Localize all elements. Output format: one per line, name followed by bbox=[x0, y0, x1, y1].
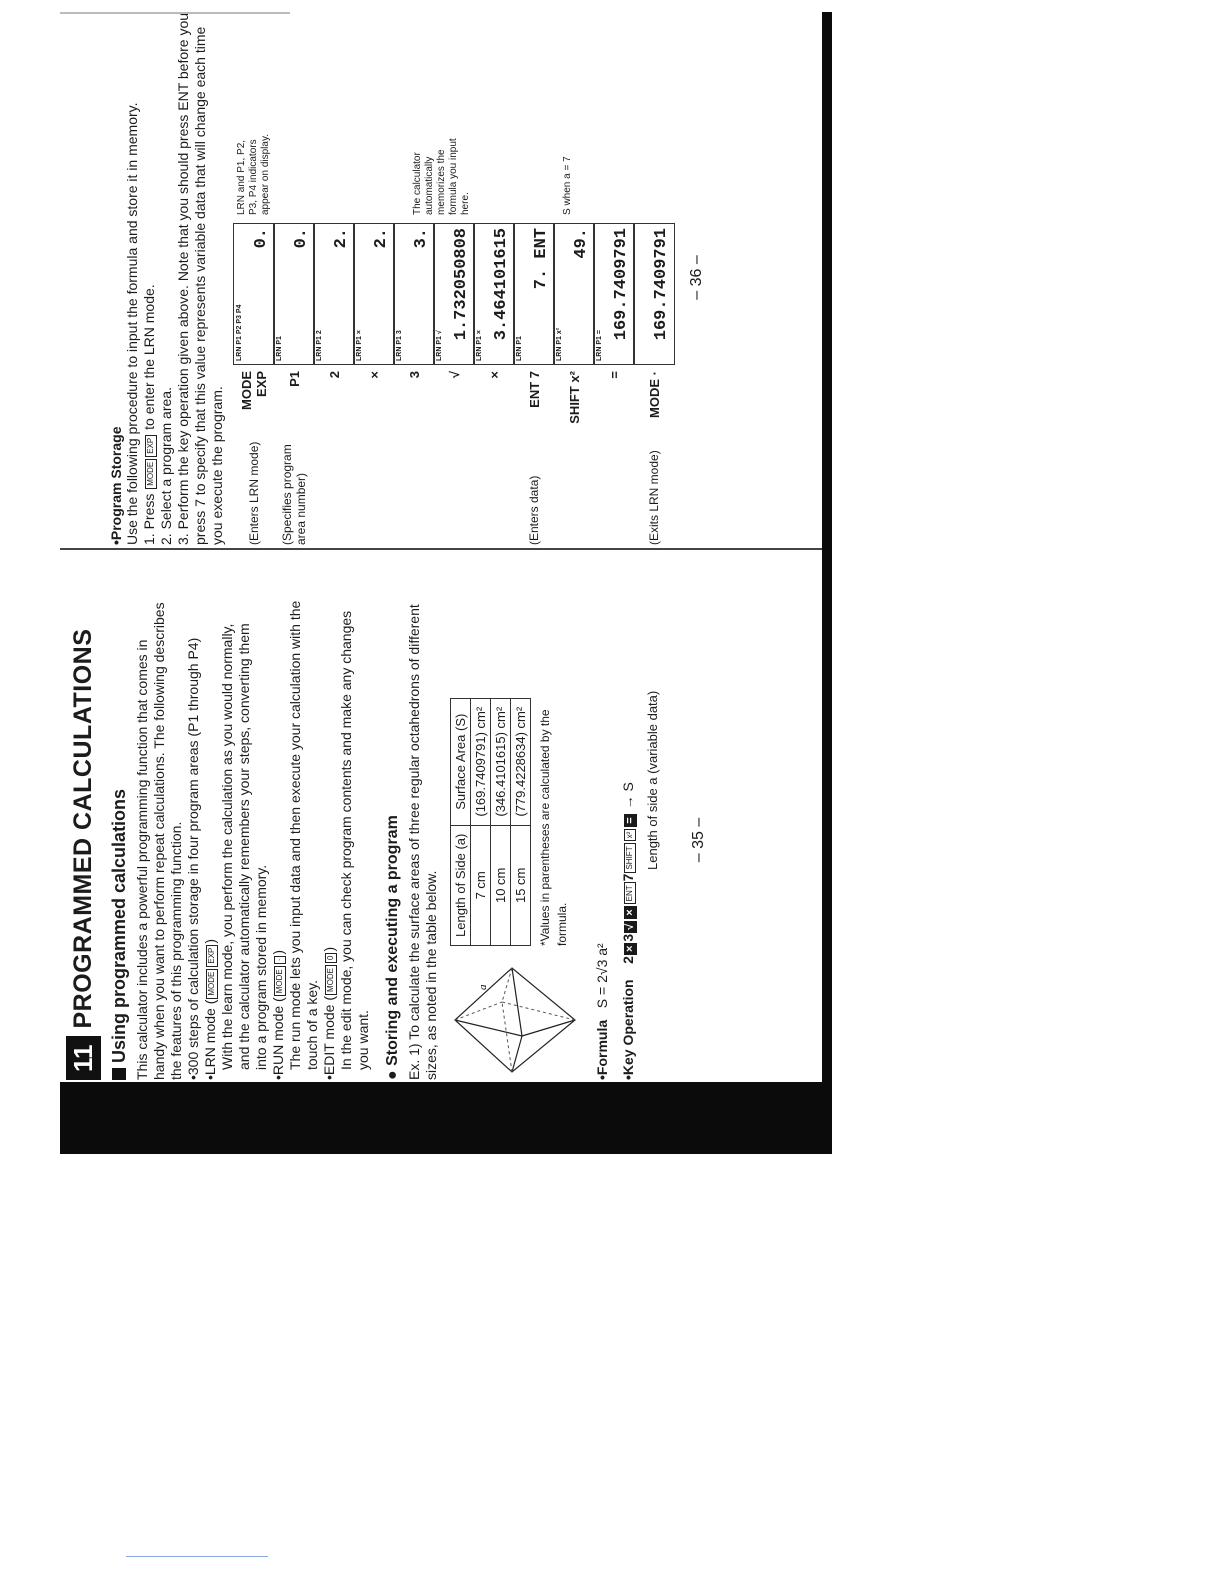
step-2: 2. Select a program area. bbox=[158, 387, 174, 545]
lcd-display: LRN P1 P2 P3 P4 0. bbox=[233, 223, 275, 365]
key-operation-line: •Key Operation 2×3√×ENT7SHIFTx²= → S bbox=[620, 782, 636, 1080]
procedure-row: 2 LRN P1 2 2. bbox=[314, 223, 354, 545]
procedure-area bbox=[234, 10, 674, 545]
lcd-display: LRN P1 3 3. bbox=[393, 223, 435, 365]
program-storage-intro: Use the following procedure to input the formula and store it in memory. bbox=[124, 102, 140, 545]
program-storage-title: •Program Storage bbox=[108, 426, 124, 545]
sizes-table bbox=[450, 698, 531, 946]
lcd-display: LRN P1 x² 49. bbox=[553, 223, 595, 365]
run-mode-label: •RUN mode (MODE·) bbox=[270, 949, 286, 1080]
note-indicators: LRN and P1, P2, P3, P4 indicators appear on display. bbox=[236, 134, 271, 215]
note-memorize: The calculator automatically memorizes the formula you input here. bbox=[412, 138, 471, 215]
page-number-35: – 35 – bbox=[690, 817, 707, 863]
octahedron-figure bbox=[450, 960, 580, 1080]
chapter-number: 11 bbox=[66, 1037, 101, 1081]
scan-shadow-band bbox=[60, 1082, 832, 1154]
formula-line: •Formula S = 2√3 a² bbox=[594, 943, 610, 1080]
table-row: 10 cm (346.4101615) cm² bbox=[491, 698, 511, 945]
page-number-36: – 36 – bbox=[688, 255, 705, 300]
formula: S = 2√3 a² bbox=[594, 943, 610, 1009]
lrn-mode-label: •LRN mode (MODEEXP) bbox=[202, 938, 218, 1080]
sub-title: ● Storing and executing a program bbox=[384, 815, 401, 1080]
lcd-display: 169.7409791 bbox=[633, 223, 675, 365]
step-3: 3. Perform the key operation given above. Note that you should press ENT before you press 7 to specify that this value represents variable data that will change each time you execute the program. bbox=[175, 12, 225, 545]
lcd-display: LRN P1 × 3.464101615 bbox=[473, 223, 515, 365]
intro-paragraph: This calculator includes a powerful programming function that comes in handy when you want to perform repeat calculations. The following describes the features of this programming function. bbox=[134, 602, 184, 1080]
procedure-row: √ LRN P1 √ 1.732050808 bbox=[434, 223, 474, 545]
variable-note: Length of side a (variable data) bbox=[645, 690, 660, 870]
procedure-row: 3 LRN P1 3 3. bbox=[394, 223, 434, 545]
procedure-row: = LRN P1 = 169.7409791 bbox=[594, 223, 634, 545]
procedure-row: (Enters data) ENT 7 LRN P1 7. ENT bbox=[514, 223, 554, 545]
example-text: Ex. 1) To calculate the surface areas of three regular octahedrons of different sizes, as noted in the table below. bbox=[406, 604, 439, 1080]
procedure-rows bbox=[234, 223, 674, 545]
run-mode-desc: The run mode lets you input data and then execute your calculation with the touch of a key. bbox=[287, 600, 320, 1070]
lcd-display: LRN P1 × 2. bbox=[353, 223, 395, 365]
bottom-rule bbox=[126, 1556, 268, 1557]
sizes-table-block bbox=[450, 686, 571, 946]
page-36 bbox=[108, 10, 705, 545]
edit-mode-desc: In the edit mode, you can check program contents and make any changes you want. bbox=[338, 610, 371, 1070]
page-35 bbox=[66, 600, 826, 1080]
section-title: Using programmed calculations bbox=[109, 600, 130, 1080]
procedure-row: × LRN P1 × 2. bbox=[354, 223, 394, 545]
procedure-row: (Specifies program area number) P1 LRN P1 0. bbox=[274, 223, 314, 545]
svg-text:a: a bbox=[477, 984, 489, 990]
lrn-mode-desc: With the learn mode, you perform the calculation as you would normally, and the calculator automatically remembers your steps, converting them into a program stored in memory. bbox=[219, 623, 269, 1070]
lcd-display: LRN P1 0. bbox=[273, 223, 315, 365]
side-notes bbox=[234, 127, 674, 223]
square-bullet-icon bbox=[112, 1068, 126, 1080]
lcd-display: LRN P1 2 2. bbox=[313, 223, 355, 365]
procedure-row: × LRN P1 × 3.464101615 bbox=[474, 223, 514, 545]
lcd-display: LRN P1 7. ENT bbox=[513, 223, 555, 365]
lcd-display: LRN P1 = 169.7409791 bbox=[593, 223, 635, 365]
edit-mode-label: •EDIT mode (MODE0) bbox=[321, 946, 337, 1080]
chapter-heading bbox=[66, 600, 101, 1080]
page-spine bbox=[60, 548, 832, 550]
table-header: Surface Area (S) bbox=[451, 698, 471, 825]
chapter-title: PROGRAMMED CALCULATIONS bbox=[69, 628, 97, 1029]
procedure-row: (Exits LRN mode) MODE · 169.7409791 bbox=[634, 223, 674, 545]
procedure-row: (Enters LRN mode) MODE EXP LRN P1 P2 P3 P4 0. bbox=[234, 223, 274, 545]
procedure-row: SHIFT x² LRN P1 x² 49. bbox=[554, 223, 594, 545]
step-1: 1. Press MODEEXP to enter the LRN mode. bbox=[141, 284, 157, 545]
table-note: *Values in parentheses are calculated by the formula. bbox=[538, 709, 569, 946]
example-figure-row bbox=[450, 600, 580, 1080]
lcd-display: LRN P1 √ 1.732050808 bbox=[433, 223, 475, 365]
note-s: S when a = 7 bbox=[562, 156, 573, 215]
table-row: 7 cm (169.7409791) cm² bbox=[471, 698, 491, 945]
bullet-steps: •300 steps of calculation storage in four program areas (P1 through P4) bbox=[185, 637, 201, 1080]
table-header: Length of Side (a) bbox=[451, 825, 471, 945]
table-row: 15 cm (779.4228634) cm² bbox=[511, 698, 531, 945]
